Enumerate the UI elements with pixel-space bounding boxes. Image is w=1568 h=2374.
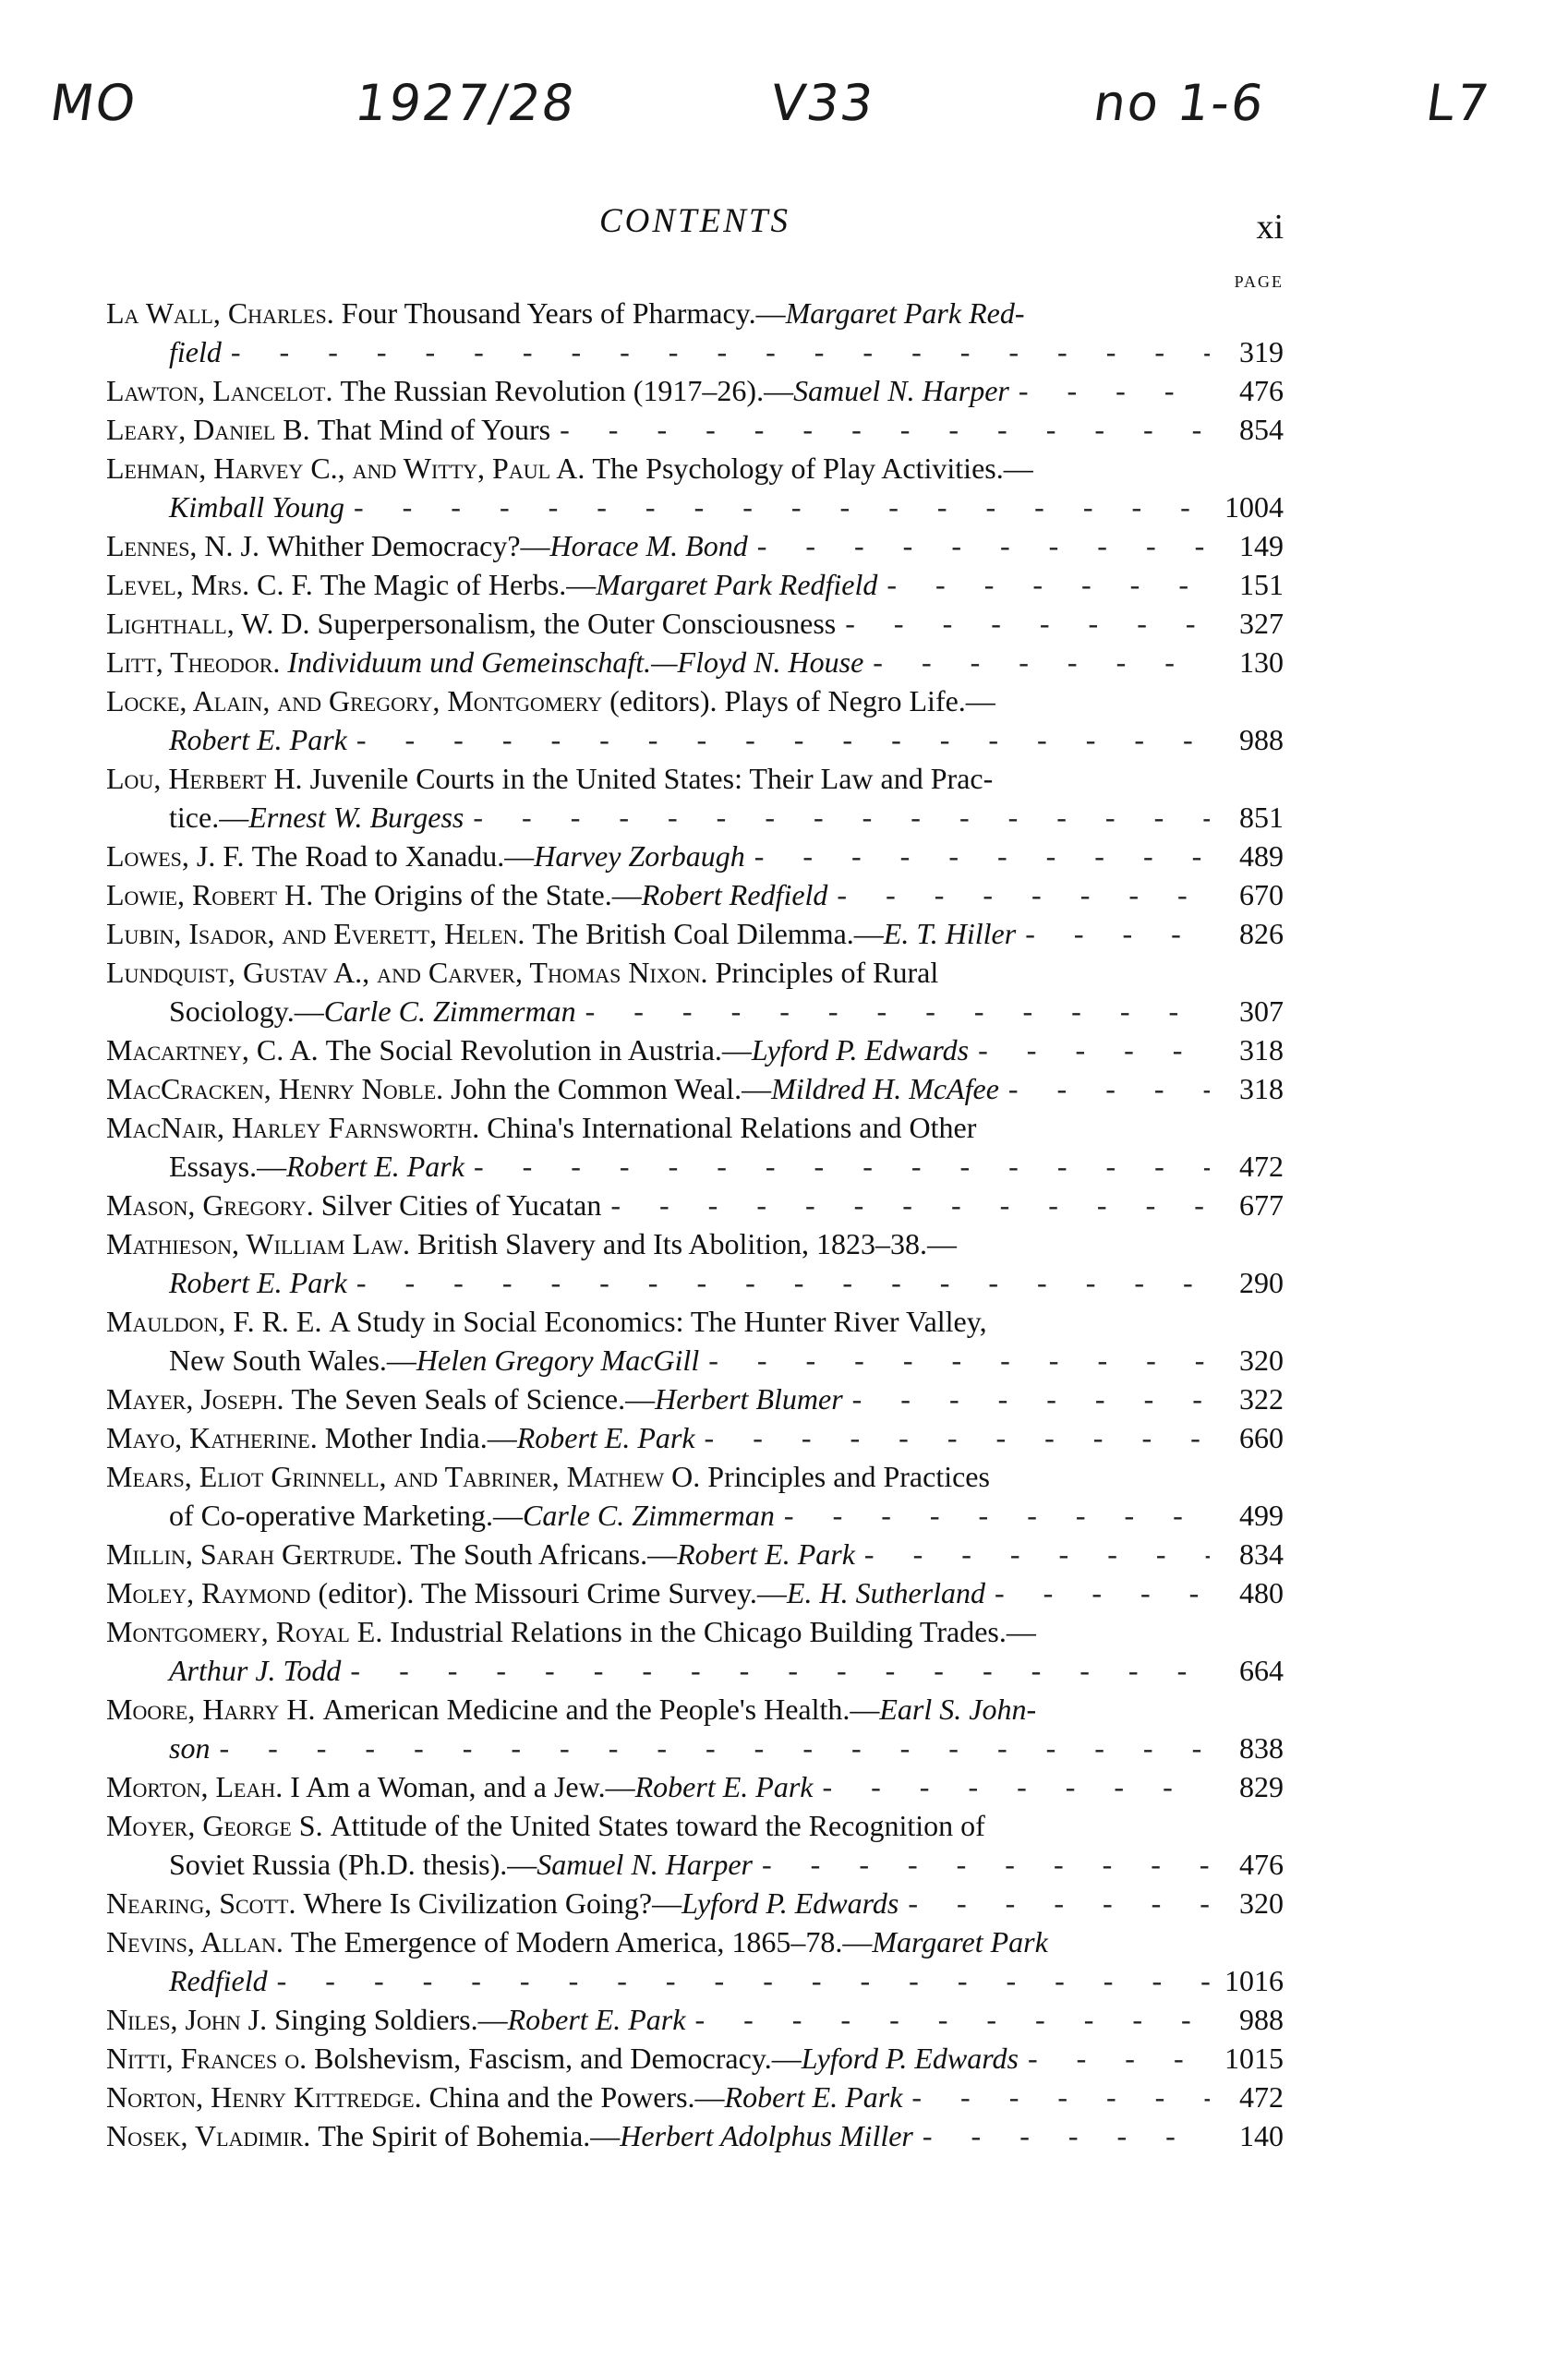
contents-entry (106, 1884, 1284, 1922)
entry-author: Mears, Eliot Grinnell, and Tabriner, Mathew O. (106, 1460, 701, 1493)
entry-author: Mauldon, F. R. E. (106, 1305, 322, 1338)
leader-dots (995, 1573, 1210, 1612)
contents-entry (106, 2039, 1284, 2078)
entry-author: Norton, Henry Kittredge. (106, 2080, 422, 2114)
leader-dots (864, 1535, 1210, 1573)
entry-reviewer-cont: Samuel N. Harper (537, 1848, 753, 1881)
entry-author: Nosek, Vladimir. (106, 2119, 311, 2152)
entry-page: 854 (1239, 413, 1284, 446)
contents-entry (106, 1186, 1284, 1224)
leader-dots (708, 1341, 1210, 1380)
leader-dots (852, 1380, 1210, 1418)
entry-author: Niles, John J. (106, 2003, 268, 2036)
handwritten-mark: V33 (766, 74, 879, 132)
leader-dots (822, 1767, 1210, 1806)
contents-entry (106, 1224, 1284, 1302)
entry-title: American Medicine and the People's Health.— (322, 1693, 880, 1726)
contents-entry (106, 1612, 1284, 1690)
entry-title: Juvenile Courts in the United States: Their Law and Prac- (309, 762, 994, 795)
entry-reviewer: Mildred H. McAfee (771, 1072, 999, 1105)
entry-page: 319 (1239, 335, 1284, 368)
entry-title: The Road to Xanadu.— (251, 839, 535, 873)
entry-reviewer-cont: son (169, 1731, 211, 1765)
entry-title-cont: New South Wales.— (169, 1344, 416, 1377)
entry-reviewer-cont: Robert E. Park (286, 1150, 464, 1183)
contents-entry (106, 953, 1284, 1030)
handwritten-mark: L7 (1422, 74, 1494, 132)
contents-entry (106, 1302, 1284, 1380)
entry-page: 489 (1239, 839, 1284, 873)
entry-author: Montgomery, Royal E. (106, 1615, 383, 1648)
entry-author: MacNair, Harley Farnsworth. (106, 1111, 480, 1144)
leader-dots (560, 410, 1210, 449)
entry-reviewer: Earl S. John- (879, 1693, 1037, 1726)
contents-entry (106, 1690, 1284, 1767)
entry-reviewer: Horace M. Bond (549, 529, 748, 562)
contents-entry (106, 759, 1284, 837)
entry-title: Four Thousand Years of Pharmacy.— (341, 296, 786, 330)
entry-page: 499 (1239, 1499, 1284, 1532)
contents-entry (106, 294, 1284, 371)
entry-author: Mayer, Joseph. (106, 1382, 284, 1416)
entry-page: 480 (1239, 1576, 1284, 1609)
contents-entry (106, 1380, 1284, 1418)
entry-title: The Magic of Herbs.— (320, 568, 597, 601)
contents-entry (106, 2000, 1284, 2039)
entry-page: 988 (1239, 2003, 1284, 2036)
entry-page: 1016 (1224, 1964, 1284, 1997)
leader-dots (231, 332, 1210, 371)
entry-author: Lighthall, W. D. (106, 607, 310, 640)
entry-author: Millin, Sarah Gertrude. (106, 1537, 404, 1571)
leader-dots (354, 488, 1210, 526)
entry-reviewer: E. T. Hiller (883, 917, 1017, 950)
leader-dots (585, 992, 1210, 1030)
entry-page: 670 (1239, 878, 1284, 911)
entry-author: Nevins, Allan. (106, 1925, 283, 1958)
entry-reviewer: Robert E. Park (516, 1421, 695, 1454)
entry-page: 149 (1239, 529, 1284, 562)
leader-dots (473, 798, 1210, 837)
entry-reviewer: Robert E. Park (507, 2003, 686, 2036)
contents-entry (106, 1767, 1284, 1806)
entry-title: Superpersonalism, the Outer Consciousness (317, 607, 837, 640)
entry-title: I Am a Woman, and a Jew.— (290, 1770, 635, 1803)
leader-dots (277, 1961, 1210, 2000)
entry-author: Litt, Theodor. (106, 645, 281, 679)
entry-reviewer: E. H. Sutherland (786, 1576, 986, 1609)
entry-page: 677 (1239, 1188, 1284, 1222)
entry-reviewer: Lyford P. Edwards (681, 1886, 899, 1920)
entry-title: Individuum und Gemeinschaft.— (287, 645, 678, 679)
entry-title: Singing Soldiers.— (274, 2003, 508, 2036)
entry-reviewer: Margaret Park Red- (785, 296, 1025, 330)
entry-reviewer-cont: Ernest W. Burgess (248, 801, 464, 834)
handwritten-annotation (42, 65, 1538, 157)
entry-author: Lowes, J. F. (106, 839, 245, 873)
entry-title-cont: of Co-operative Marketing.— (169, 1499, 523, 1532)
entry-reviewer-cont: Redfield (169, 1964, 268, 1997)
leader-dots (887, 565, 1210, 604)
entry-author: Lubin, Isador, and Everett, Helen. (106, 917, 525, 950)
entry-author: Moyer, George S. (106, 1809, 323, 1842)
entry-title-cont: Essays.— (169, 1150, 287, 1183)
entry-reviewer: Floyd N. House (677, 645, 864, 679)
entry-page: 664 (1239, 1654, 1284, 1687)
leader-dots (610, 1186, 1210, 1224)
leader-dots (845, 604, 1210, 643)
entry-author: Nearing, Scott. (106, 1886, 296, 1920)
entry-reviewer-cont: Carle C. Zimmerman (523, 1499, 775, 1532)
entry-reviewer: Samuel N. Harper (793, 374, 1009, 407)
entry-page: 826 (1239, 917, 1284, 950)
leader-dots (754, 837, 1210, 875)
entry-author: Mason, Gregory. (106, 1188, 314, 1222)
entry-author: MacCracken, Henry Noble. (106, 1072, 444, 1105)
entry-page: 472 (1239, 1150, 1284, 1183)
entry-author: Macartney, C. A. (106, 1033, 319, 1066)
contents-entry (106, 1418, 1284, 1457)
contents-entry (106, 1069, 1284, 1108)
entry-page: 476 (1239, 374, 1284, 407)
leader-dots (757, 526, 1210, 565)
entry-page: 660 (1239, 1421, 1284, 1454)
contents-entry (106, 449, 1284, 526)
entry-title: (editors). Plays of Negro Life.— (609, 684, 995, 717)
leader-dots (837, 875, 1210, 914)
contents-entry (106, 1457, 1284, 1535)
contents-entry (106, 875, 1284, 914)
entry-reviewer: Herbert Adolphus Miller (620, 2119, 913, 2152)
leader-dots (978, 1030, 1210, 1069)
contents-entry (106, 565, 1284, 604)
entry-title-cont: tice.— (169, 801, 249, 834)
entry-page: 322 (1239, 1382, 1284, 1416)
entry-reviewer-cont: Carle C. Zimmerman (323, 994, 576, 1028)
handwritten-mark: 1927/28 (351, 74, 580, 132)
entry-title: The South Africans.— (410, 1537, 678, 1571)
entry-title: The Origins of the State.— (320, 878, 642, 911)
entry-page: 988 (1239, 723, 1284, 756)
contents-entry (106, 526, 1284, 565)
entry-title: The British Coal Dilemma.— (532, 917, 884, 950)
entry-title: That Mind of Yours (317, 413, 551, 446)
entry-title: Principles and Practices (707, 1460, 990, 1493)
entry-page: 140 (1239, 2119, 1284, 2152)
entry-reviewer: Herbert Blumer (655, 1382, 843, 1416)
entry-title: Whither Democracy?— (267, 529, 550, 562)
entry-title-cont: Soviet Russia (Ph.D. thesis).— (169, 1848, 537, 1881)
entry-page: 472 (1239, 2080, 1284, 2114)
entry-author: Lennes, N. J. (106, 529, 259, 562)
leader-dots (1025, 914, 1210, 953)
entry-reviewer: Robert E. Park (634, 1770, 814, 1803)
entry-title-cont: Sociology.— (169, 994, 324, 1028)
contents-entry (106, 1535, 1284, 1573)
contents-entry (106, 681, 1284, 759)
entry-title: The Seven Seals of Science.— (291, 1382, 656, 1416)
leader-dots (762, 1845, 1210, 1884)
page-header (106, 196, 1284, 251)
contents-entry (106, 2116, 1284, 2155)
entry-author: Lawton, Lancelot. (106, 374, 333, 407)
entry-author: Mayo, Katherine. (106, 1421, 318, 1454)
entry-author: Mathieson, William Law. (106, 1227, 411, 1260)
entry-author: Level, Mrs. C. F. (106, 568, 313, 601)
leader-dots (1028, 2039, 1210, 2078)
contents-entry (106, 1573, 1284, 1612)
entry-author: Lou, Herbert H. (106, 762, 303, 795)
entry-reviewer: Robert E. Park (677, 1537, 855, 1571)
contents-entry (106, 1030, 1284, 1069)
entry-reviewer: Lyford P. Edwards (751, 1033, 970, 1066)
entry-title: China's International Relations and Other (487, 1111, 977, 1144)
contents-entry (106, 837, 1284, 875)
leader-dots (873, 643, 1210, 681)
entry-title: The Social Revolution in Austria.— (325, 1033, 752, 1066)
entry-page: 320 (1239, 1344, 1284, 1377)
entry-title: Mother India.— (324, 1421, 517, 1454)
entry-title: Silver Cities of Yucatan (320, 1188, 602, 1222)
entry-title: The Spirit of Bohemia.— (318, 2119, 621, 2152)
entry-author: La Wall, Charles. (106, 296, 334, 330)
entry-page: 851 (1239, 801, 1284, 834)
leader-dots (1008, 1069, 1210, 1108)
contents-entry (106, 371, 1284, 410)
leader-dots (1019, 371, 1210, 410)
entry-title: Bolshevism, Fascism, and Democracy.— (314, 2042, 802, 2075)
entry-title: (editor). The Missouri Crime Survey.— (318, 1576, 787, 1609)
entry-page: 1004 (1224, 490, 1284, 524)
contents-entry (106, 1806, 1284, 1884)
page-title: CONTENTS (598, 202, 790, 240)
entry-title: A Study in Social Economics: The Hunter River Valley, (329, 1305, 987, 1338)
entry-page: 1015 (1224, 2042, 1284, 2075)
entry-reviewer-cont: Helen Gregory MacGill (416, 1344, 700, 1377)
entry-page: 327 (1239, 607, 1284, 640)
entry-page: 151 (1239, 568, 1284, 601)
entry-title: The Emergence of Modern America, 1865–78.— (290, 1925, 873, 1958)
entry-title: The Psychology of Play Activities.— (592, 452, 1033, 485)
handwritten-mark: no 1-6 (1090, 74, 1270, 132)
page-number: xi (1256, 208, 1284, 247)
entry-title: Where Is Civilization Going?— (303, 1886, 682, 1920)
entry-page: 130 (1239, 645, 1284, 679)
contents-entry (106, 2078, 1284, 2116)
entry-title: China and the Powers.— (428, 2080, 725, 2114)
leader-dots (219, 1729, 1210, 1767)
entry-reviewer: Robert Redfield (641, 878, 828, 911)
entry-author: Leary, Daniel B. (106, 413, 310, 446)
entry-title: Attitude of the United States toward the Recognition of (330, 1809, 985, 1842)
leader-dots (474, 1147, 1210, 1186)
page-column-label: PAGE (1234, 272, 1284, 291)
entry-title: Industrial Relations in the Chicago Building Trades.— (390, 1615, 1036, 1648)
entry-reviewer-cont: field (169, 335, 222, 368)
leader-dots (911, 2078, 1210, 2116)
entry-reviewer: Margaret Park (872, 1925, 1048, 1958)
entry-reviewer: Lyford P. Edwards (801, 2042, 1019, 2075)
entry-author: Morton, Leah. (106, 1770, 283, 1803)
entry-title: John the Common Weal.— (451, 1072, 772, 1105)
entry-page: 829 (1239, 1770, 1284, 1803)
entry-reviewer-cont: Arthur J. Todd (169, 1654, 342, 1687)
contents-entry (106, 1922, 1284, 2000)
entry-reviewer: Robert E. Park (724, 2080, 903, 2114)
entry-author: Locke, Alain, and Gregory, Montgomery (106, 684, 603, 717)
entry-title: British Slavery and Its Abolition, 1823–38.— (417, 1227, 958, 1260)
contents-entry (106, 1108, 1284, 1186)
contents-entry (106, 604, 1284, 643)
entry-page: 834 (1239, 1537, 1284, 1571)
entry-page: 320 (1239, 1886, 1284, 1920)
entry-page: 838 (1239, 1731, 1284, 1765)
entry-page: 290 (1239, 1266, 1284, 1299)
leader-dots (356, 1263, 1210, 1302)
leader-dots (350, 1651, 1210, 1690)
contents-entry (106, 643, 1284, 681)
entry-author: Moore, Harry H. (106, 1693, 316, 1726)
contents-list (106, 294, 1284, 2155)
entry-title: Principles of Rural (715, 956, 939, 989)
entry-reviewer-cont: Robert E. Park (169, 1266, 347, 1299)
leader-dots (923, 2116, 1210, 2155)
handwritten-mark: MO (46, 74, 141, 132)
entry-author: Lundquist, Gustav A., and Carver, Thomas Nixon. (106, 956, 708, 989)
leader-dots (705, 1418, 1210, 1457)
leader-dots (908, 1884, 1210, 1922)
entry-reviewer-cont: Kimball Young (169, 490, 344, 524)
entry-page: 318 (1239, 1033, 1284, 1066)
entry-title: The Russian Revolution (1917–26).— (340, 374, 794, 407)
entry-page: 307 (1239, 994, 1284, 1028)
leader-dots (784, 1496, 1210, 1535)
contents-entry (106, 410, 1284, 449)
entry-author: Lehman, Harvey C., and Witty, Paul A. (106, 452, 585, 485)
entry-author: Lowie, Robert H. (106, 878, 314, 911)
entry-page: 318 (1239, 1072, 1284, 1105)
entry-reviewer-cont: Robert E. Park (169, 723, 347, 756)
leader-dots (356, 720, 1210, 759)
entry-reviewer: Harvey Zorbaugh (534, 839, 745, 873)
leader-dots (694, 2000, 1210, 2039)
entry-page: 476 (1239, 1848, 1284, 1881)
contents-entry (106, 914, 1284, 953)
entry-reviewer: Margaret Park Redfield (596, 568, 878, 601)
entry-author: Moley, Raymond (106, 1576, 311, 1609)
entry-author: Nitti, Frances o. (106, 2042, 308, 2075)
